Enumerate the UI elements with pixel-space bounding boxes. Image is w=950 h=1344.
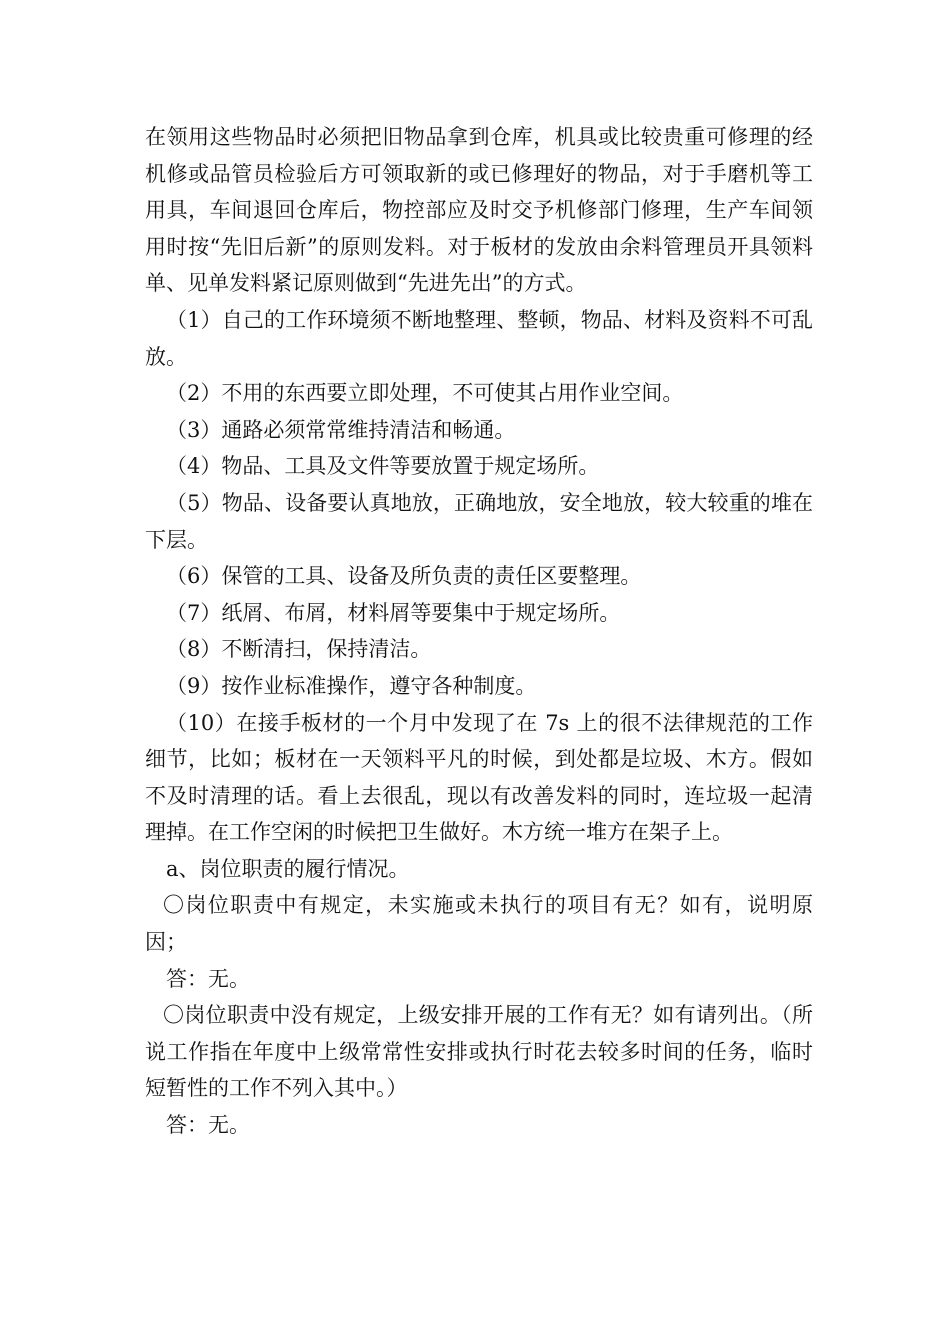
paragraph-item-1: （1）自己的工作环境须不断地整理、整顿，物品、材料及资料不可乱放。 (145, 307, 813, 369)
document-body (145, 119, 813, 1144)
answer-unimplemented-duties: 答：无。 (166, 966, 250, 991)
paragraph-item-3: （3）通路必须常常维持清洁和畅通。 (166, 417, 516, 442)
paragraph-item-2: （2）不用的东西要立即处理，不可使其占用作业空间。 (166, 381, 684, 406)
question-unimplemented-duties: 〇岗位职责中有规定，未实施或未执行的项目有无？如有，说明原因； (145, 893, 813, 955)
paragraph-item-5: （5）物品、设备要认真地放，正确地放，安全地放，较大较重的堆在下层。 (145, 490, 813, 552)
paragraph-item-9: （9）按作业标准操作，遵守各种制度。 (166, 673, 537, 698)
section-heading-duty-performance: a、岗位职责的履行情况。 (166, 856, 410, 881)
question-extra-assignments: 〇岗位职责中没有规定，上级安排开展的工作有无？如有请列出。（所说工作指在年度中上级常常性安排或执行时花去较多时间的任务，临时短暂性的工作不列入其中。） (145, 1003, 813, 1101)
paragraph-material-issuing: 在领用这些物品时必须把旧物品拿到仓库，机具或比较贵重可修理的经机修或品管员检验后方可领取新的或已修理好的物品，对于手磨机等工用具，车间退回仓库后，物控部应及时交予机修部门修理，生产车间领用时按“先旧后新”的原则发料。对于板材的发放由余料管理员开具领料单、见单发料紧记原则做到“先进先出”的方式。 (145, 125, 813, 296)
paragraph-item-4: （4）物品、工具及文件等要放置于规定场所。 (166, 454, 600, 479)
paragraph-item-7: （7）纸屑、布屑，材料屑等要集中于规定场所。 (166, 600, 621, 625)
paragraph-item-10: （10）在接手板材的一个月中发现了在 7s 上的很不法律规范的工作细节，比如；板材在一天领料平凡的时候，到处都是垃圾、木方。假如不及时清理的话。看上去很乱，现以有改善发料的同时，连垃圾一起清理掉。在工作空闲的时候把卫生做好。木方统一堆方在架子上。 (145, 710, 813, 845)
paragraph-item-8: （8）不断清扫，保持清洁。 (166, 637, 432, 662)
paragraph-item-6: （6）保管的工具、设备及所负责的责任区要整理。 (166, 564, 642, 589)
answer-extra-assignments: 答：无。 (166, 1113, 250, 1138)
